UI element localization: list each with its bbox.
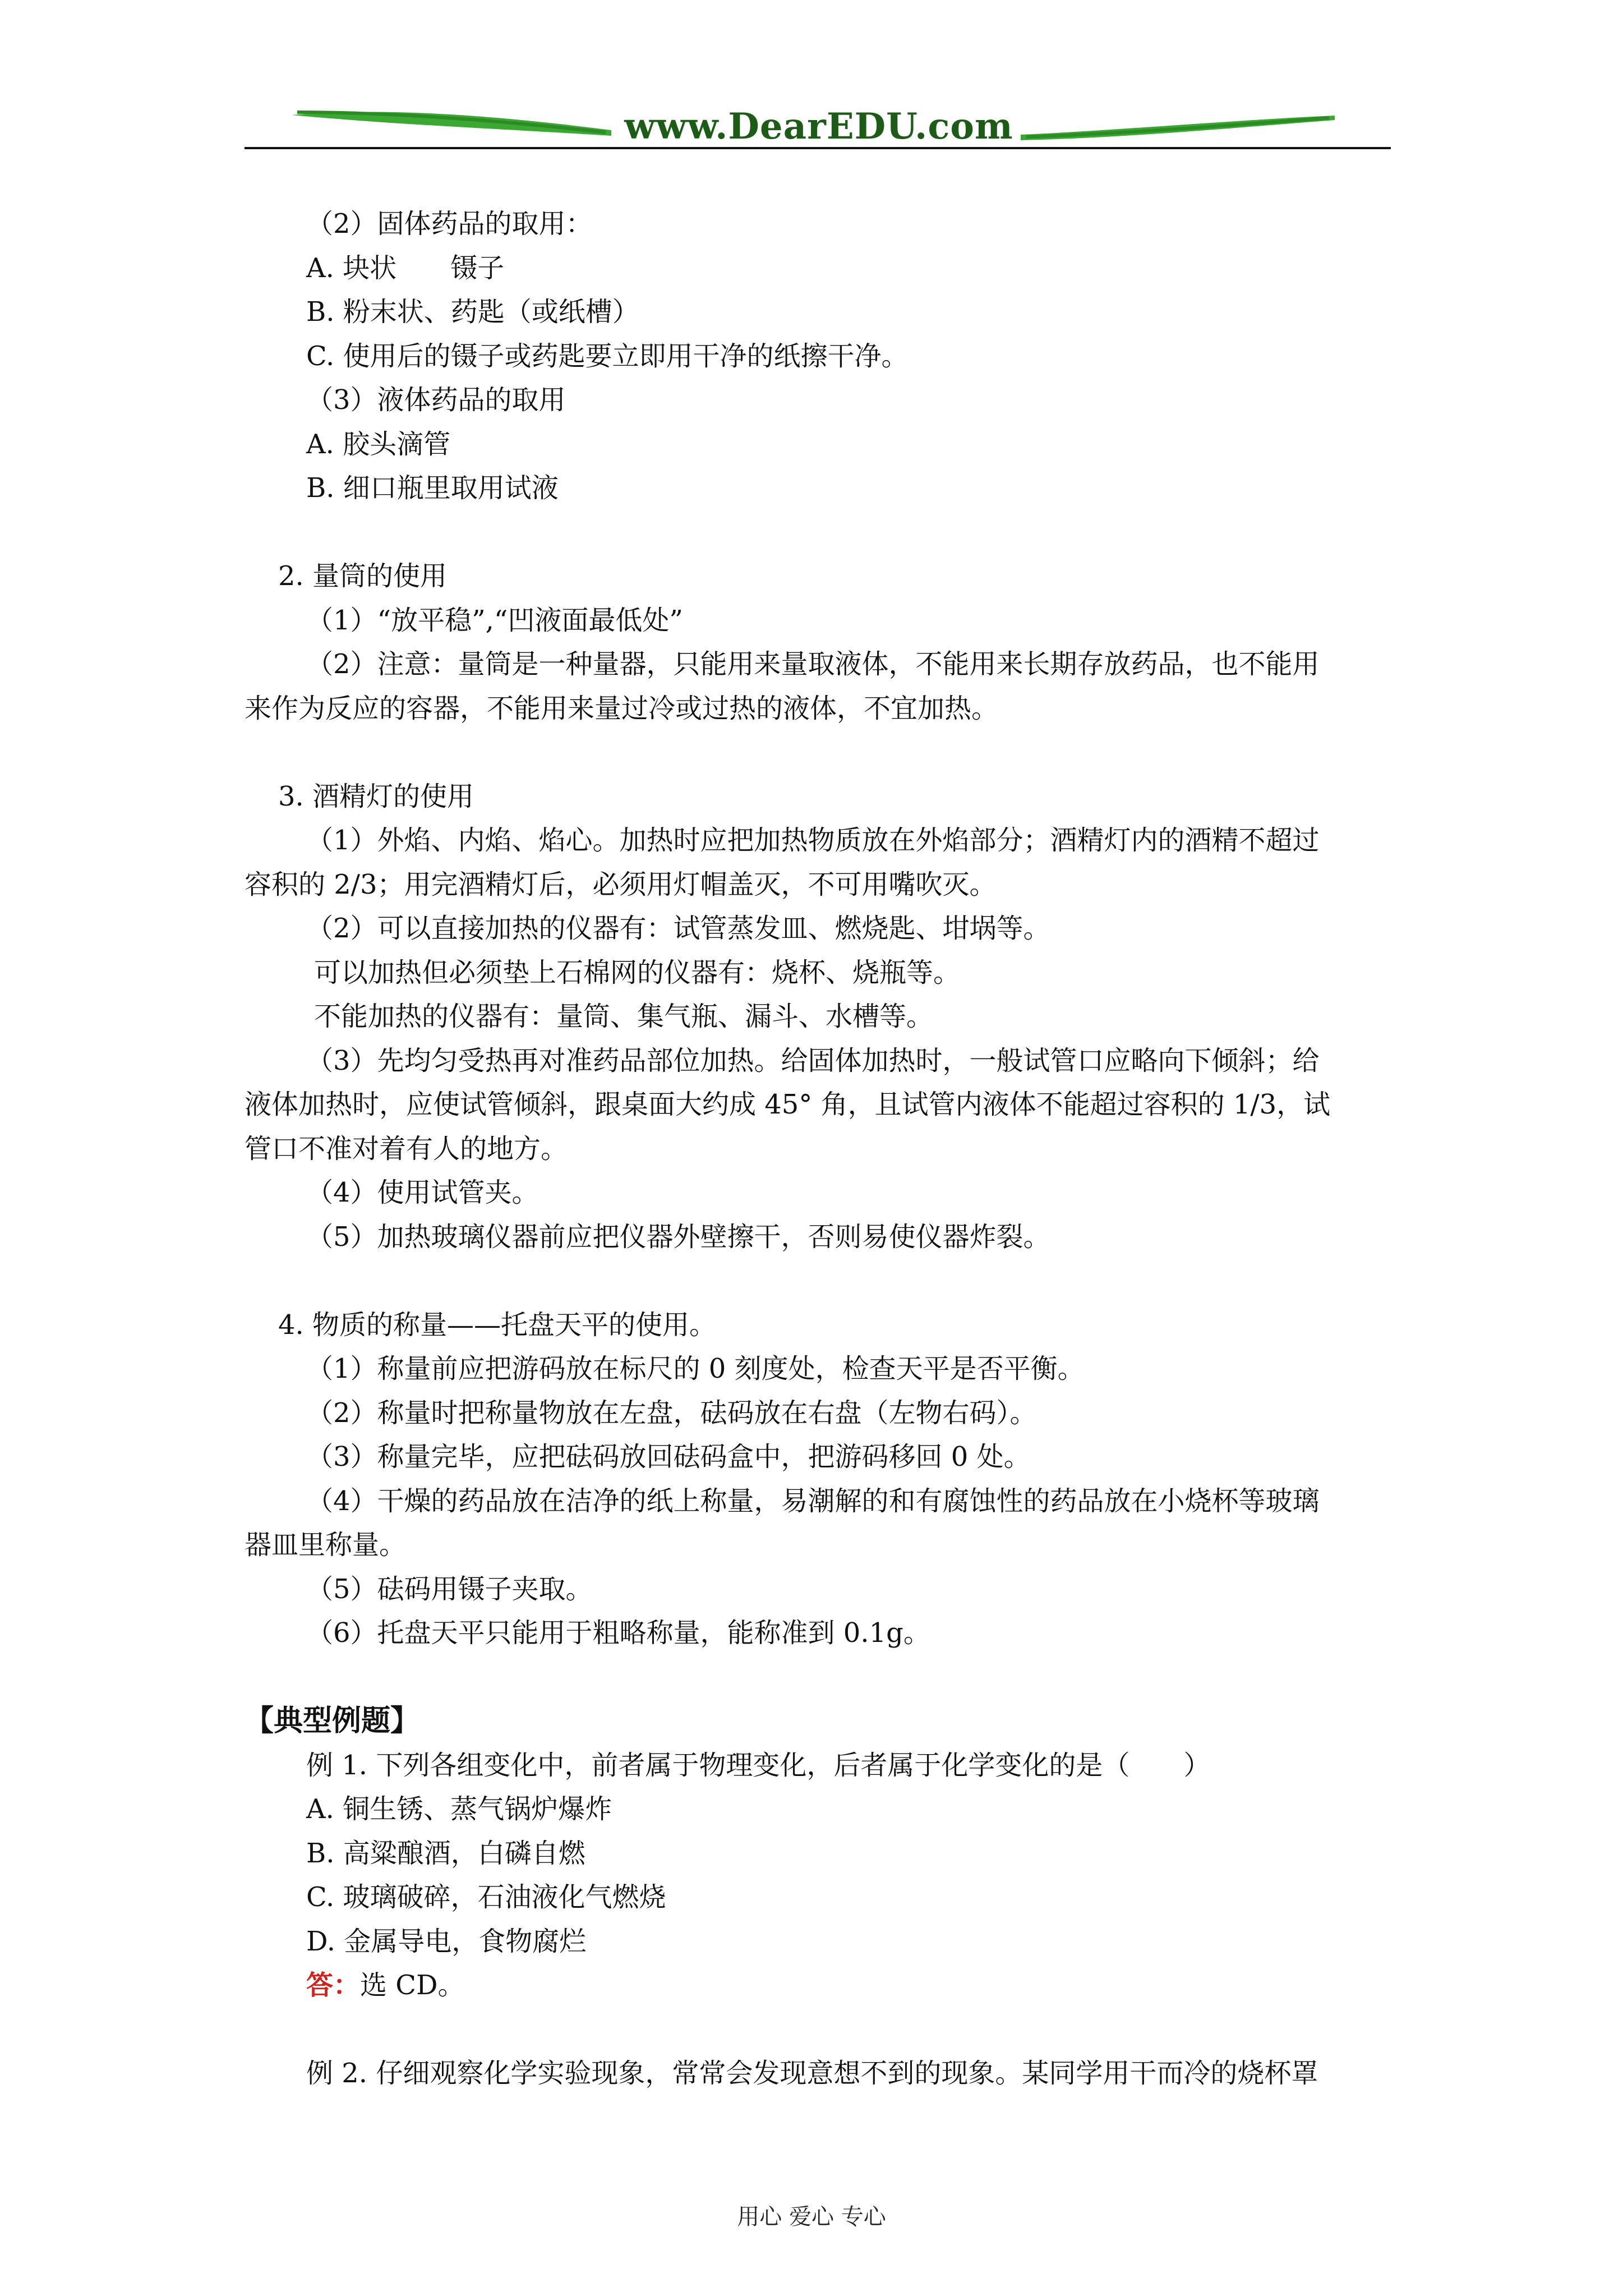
text-line: B. 粉末状、药匙（或纸槽） — [306, 296, 639, 328]
text-line: 管口不准对着有人的地方。 — [245, 1133, 568, 1165]
text-line: A. 胶头滴管 — [306, 428, 451, 460]
site-logo-text: www.DearEDU.com — [624, 105, 1013, 148]
text-line: （2）固体药品的取用： — [306, 208, 593, 240]
site-header — [0, 0, 1623, 163]
text-line: 例 1. 下列各组变化中，前者属于物理变化，后者属于化学变化的是（ ） — [306, 1749, 1211, 1781]
text-line: C. 玻璃破碎，石油液化气燃烧 — [306, 1881, 666, 1913]
blank-line — [245, 510, 1391, 555]
text-line: 例 2. 仔细观察化学实验现象，常常会发现意想不到的现象。某同学用干而冷的烧杯罩 — [306, 2058, 1318, 2089]
document-body — [245, 202, 1391, 2096]
text-line: B. 细口瓶里取用试液 — [306, 472, 559, 504]
text-line: 不能加热的仪器有：量筒、集气瓶、漏斗、水槽等。 — [314, 1001, 934, 1032]
text-line: （2）可以直接加热的仪器有：试管蒸发皿、燃烧匙、坩埚等。 — [306, 913, 1050, 944]
section-heading: 【典型例题】 — [245, 1704, 420, 1738]
answer-line — [245, 1963, 1391, 2008]
text-line: 液体加热时，应使试管倾斜，跟桌面大约成 45° 角，且试管内液体不能超过容积的 1/3，试 — [245, 1089, 1331, 1120]
text-line: （6）托盘天平只能用于粗略称量，能称准到 0.1g。 — [306, 1617, 930, 1649]
text-line: 来作为反应的容器，不能用来量过冷或过热的液体，不宜加热。 — [245, 692, 999, 724]
answer-text: 选 CD。 — [360, 1970, 465, 2001]
text-line: 可以加热但必须垫上石棉网的仪器有：烧杯、烧瓶等。 — [314, 956, 961, 988]
blank-line — [245, 2008, 1391, 2052]
text-line: A. 铜生锈、蒸气锅炉爆炸 — [306, 1793, 612, 1825]
text-line: 2. 量筒的使用 — [278, 560, 448, 592]
text-line: （5）加热玻璃仪器前应把仪器外壁擦干，否则易使仪器炸裂。 — [306, 1221, 1050, 1253]
text-line: 容积的 2/3；用完酒精灯后，必须用灯帽盖灭，不可用嘴吹灭。 — [245, 868, 997, 900]
text-line: （4）干燥的药品放在洁净的纸上称量，易潮解的和有腐蚀性的药品放在小烧杯等玻璃 — [306, 1485, 1320, 1517]
text-line: 4. 物质的称量——托盘天平的使用。 — [278, 1309, 717, 1341]
text-line: （1）外焰、内焰、焰心。加热时应把加热物质放在外焰部分；酒精灯内的酒精不超过 — [306, 825, 1320, 856]
text-line: （2）称量时把称量物放在左盘，砝码放在右盘（左物右码）。 — [306, 1397, 1037, 1429]
text-line: （5）砝码用镊子夹取。 — [306, 1573, 593, 1605]
text-line: （4）使用试管夹。 — [306, 1177, 539, 1208]
text-line: 3. 酒精灯的使用 — [278, 780, 474, 812]
blank-line — [245, 1655, 1391, 1700]
text-line: A. 块状 镊子 — [306, 252, 505, 284]
text-line: B. 高粱酿酒，白磷自燃 — [306, 1837, 585, 1869]
text-line: （2）注意：量筒是一种量器，只能用来量取液体，不能用来长期存放药品，也不能用 — [306, 648, 1320, 680]
text-line: （1）“放平稳”,“凹液面最低处” — [306, 604, 683, 636]
answer-label: 答： — [306, 1970, 361, 2001]
text-line: D. 金属导电，食物腐烂 — [306, 1925, 587, 1957]
text-line: （3）液体药品的取用 — [306, 384, 566, 416]
text-line: （3）先均匀受热再对准药品部位加热。给固体加热时，一般试管口应略向下倾斜；给 — [306, 1045, 1320, 1076]
text-line: 器皿里称量。 — [245, 1529, 407, 1561]
blank-line — [245, 1259, 1391, 1303]
page-footer: 用心 爱心 专心 — [737, 2204, 886, 2230]
text-line: C. 使用后的镊子或药匙要立即用干净的纸擦干净。 — [306, 340, 909, 372]
text-line: （3）称量完毕，应把砝码放回砝码盒中，把游码移回 0 处。 — [306, 1441, 1031, 1473]
text-line: （1）称量前应把游码放在标尺的 0 刻度处，检查天平是否平衡。 — [306, 1353, 1085, 1384]
blank-line — [245, 730, 1391, 775]
